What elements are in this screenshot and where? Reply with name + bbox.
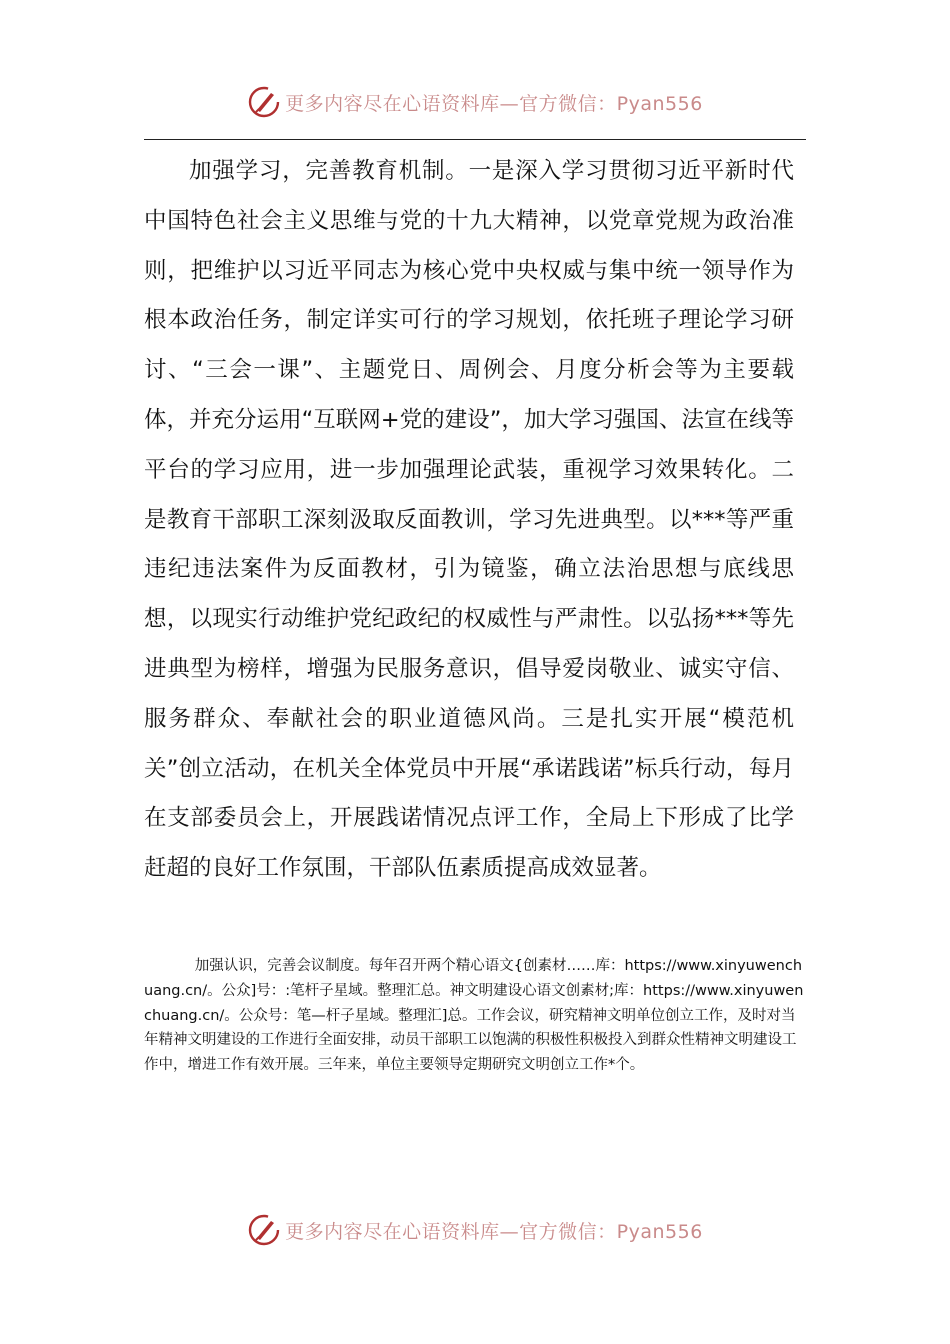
footer-wechat-id: Pyan556 [616,1220,703,1243]
header-banner-text [285,89,703,116]
header-banner-slogan: 更多内容尽在心语资料库—官方微信： [285,92,617,115]
header-wechat-id: Pyan556 [616,92,703,115]
footer-banner-content [247,1213,703,1247]
header-banner [0,82,950,122]
header-banner-content [247,85,703,119]
footer-banner-text [285,1217,703,1244]
body-paragraph-main: 加强学习，完善教育机制。一是深入学习贯彻习近平新时代中国特色社会主义思维与党的十九大精神，以党章党规为政治准则，把维护以习近平同志为核心党中央权威与集中统一领导作为根本政治任务，制定详实可行的学习规划，依托班子理论学习研讨、“三会一课”、主题党日、周例会、月度分析会等为主要载体，并充分运用“互联网+党的建设”，加大学习强国、法宣在线等平台的学习应用，进一步加强理论武装，重视学习效果转化。二是教育干部职工深刻汲取反面教训，学习先进典型。以***等严重违纪违法案件为反面教材，引为镜鉴，确立法治思想与底线思想，以现实行动维护党纪政纪的权威性与严肃性。以弘扬***等先进典型为榜样，增强为民服务意识，倡导爱岗敬业、诚实守信、服务群众、奉献社会的职业道德风尚。三是扎实开展“模范机关”创立活动，在机关全体党员中开展“承诺践诺”标兵行动，每月在支部委员会上，开展践诺情况点评工作，全局上下形成了比学赶超的良好工作氛围，干部队伍素质提高成效显著。 [144,158,794,882]
quill-pen-logo-icon [247,1213,281,1247]
header-divider [144,139,806,140]
footer-banner [0,1210,950,1250]
body-paragraph-note: 加强认识，完善会议制度。每年召开两个精心语文{创素材……库：https://www.xinyuwenchuang.cn/。公众]号：:笔杆子星域。整理汇总。神文明建设心语文创素材;库：https://www.xinyuwenchuang.cn/。公众号：笔—杆子星域。整理汇]总。工作会议，研究精神文明单位创立工作，及时对当年精神文明建设的工作进行全面安排，动员干部职工以饱满的积极性积极投入到群众性精神文明建设工作中，增进工作有效开展。三年来，单位主要领导定期研究文明创立工作*个。 [144,958,804,1074]
quill-pen-logo-icon [247,85,281,119]
footer-banner-slogan: 更多内容尽在心语资料库—官方微信： [285,1220,617,1243]
